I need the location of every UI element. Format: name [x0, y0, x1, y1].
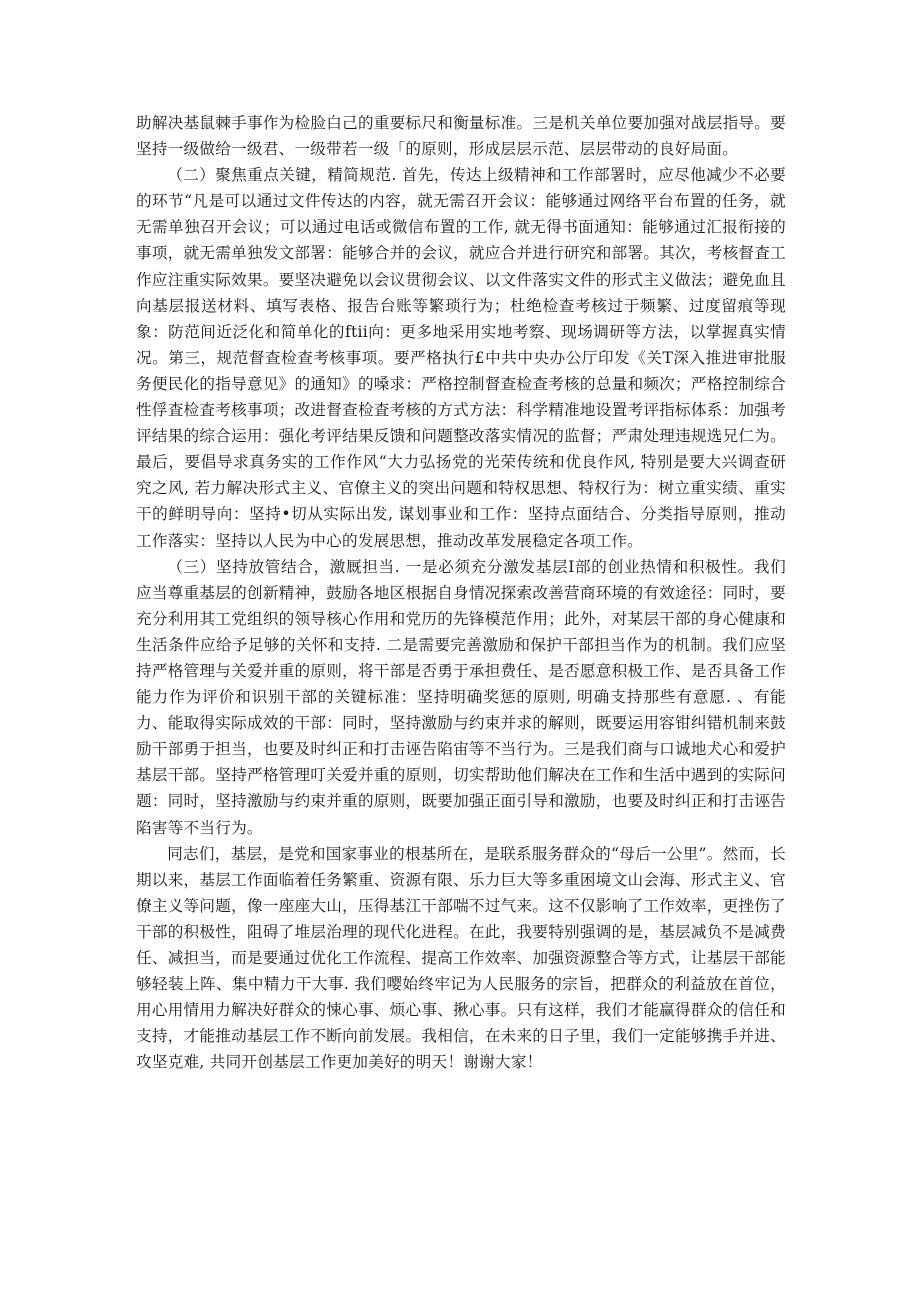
paragraph-continuation: 助解决基鼠棘手事作为检脸白己的重要标尺和衡量标准。三是机关单位要加强对战层指导。要坚持一级做给一级君、一级带若一级「的原则，形成层层示范、层层带动的良好局面。	[136, 114, 786, 159]
paragraph-section-three: （三）坚持放管结合，激厩担当. 一是必须充分激发基层I部的创业热情和积极性。我们应当尊重基层的创新精神，鼓励各地区根据自身情况探索改善营商环境的有效途径：同时，要充分利用其工党组织的领导核心作用和党历的先锋模范作用；此外，对某层干部的身心健康和生活条件应给予足够的关怀和支持. 二是需要完善激励和保护干部担当作为的机制。我们应坚持严格管理与关爱并重的原则，将干部是否勇于承担费任、是否愿意积极工作、是否具备工作能力作为评价和识别干部的关键标准：坚持明确奖惩的原则, 明确支持那些有意愿. 、有能力、能取得实际成效的干部：同时，坚持激励与约束并求的解则，既要运用容钳纠错机制来鼓励干部勇于担当，也要及时纠正和打击诬告陷宙等不当行为。三是我们商与口诚地犬心和爱护基层干部。坚持严格管理叮关爱并重的原则，切实帮助他们解决在工作和生活中遇到的实际问题：同时，坚持激励与约束并重的原则，既要加强正面引导和激励，也要及时纠正和打击诬告陷害等不当行为。	[136, 557, 786, 837]
paragraph-section-two: （二）聚焦重点关键，精简规范. 首先，传达上级精神和工作部署时，应尽他减少不必要的环节“凡是可以通过文件传达的内容，就无需召开会议：能够通过网络平台布置的任务，就无需单独召开会议；可以通过电话或微信布置的工作, 就无得书面通知：能够通过汇报衔接的事项，就无需单独发文部署：能够合并的会议，就应合并进行研究和部署。其次，考核督査工作应注重实际效果。要坚决避免以会议贯彻会议、以文件落实文件的形式主义做法；避免血且向基层报送材料、填写表格、报告台账等繁琐行为；杜绝检查考核过于频繁、过度留痕等现象：防范间近泛化和简单化的ftii向：更多地采用实地考察、现场调研等方法，以掌握真实情况。第三，规范督查检查考核事项。要严格执行£中共中央办公厅印发《关T深入推进审批服务便民化的指导意见》的通知》的嗓求：严格控制督查检查考核的总量和频次；严格控制综合性俘査检査考核事项；改进督查检査考核的方式方法：科学精准地设置考评指标体系：加强考评结果的综合运用：强化考评结果反馈和问题整改落实情况的监督；严肃处理违规选兄仁为。最后，要倡导求真务实的工作作风“大力弘扬党的光荣传统和优良作风, 特别是要大兴调查研究之风, 若力解决形式主义、官僚主义的突出问题和特权思想、特权行为：树立重实绩、重实干的鲜明导向：坚持•切从实际出发, 谋划事业和工作：坚持点面结合、分类指导原则，推动工作落实：坚持以人民为中心的发展思想，推动改革发展稳定各项工作。	[136, 166, 786, 550]
paragraph-closing: 同志们，基层，是党和国家事业的根基所在，是联系服务群众的“母后一公里”。然而，长期以来，基层工作面临着任务繁重、资源有限、乐力巨大等多重困境文山会海、形式主义、官僚主义等问题，像一座座大山，压得基江干部喘不过气来。这不仅影响了工作效率，更挫伤了干部的积极性，阻碍了堆层治理的现代化进程。在此，我要特别强调的是，基层减负不是减费任、减担当，而是要通过优化工作流程、提高工作效率、加强资源整合等方式，让基层干部能够轻装上阵、集中精力干大事. 我们嘤始终牢记为人民服务的宗旨，把群众的利益放在首位，用心用情用力解决好群众的悚心事、烦心事、揪心事。只有这样，我们才能赢得群众的信任和支持，才能推动基层工作不断向前发展。我相信，在未来的日子里，我们一定能够携手并进、攻坚克难, 共同开创基层工作更加美好的明天！谢谢大家！	[136, 844, 786, 1072]
document-page	[136, 110, 786, 1075]
